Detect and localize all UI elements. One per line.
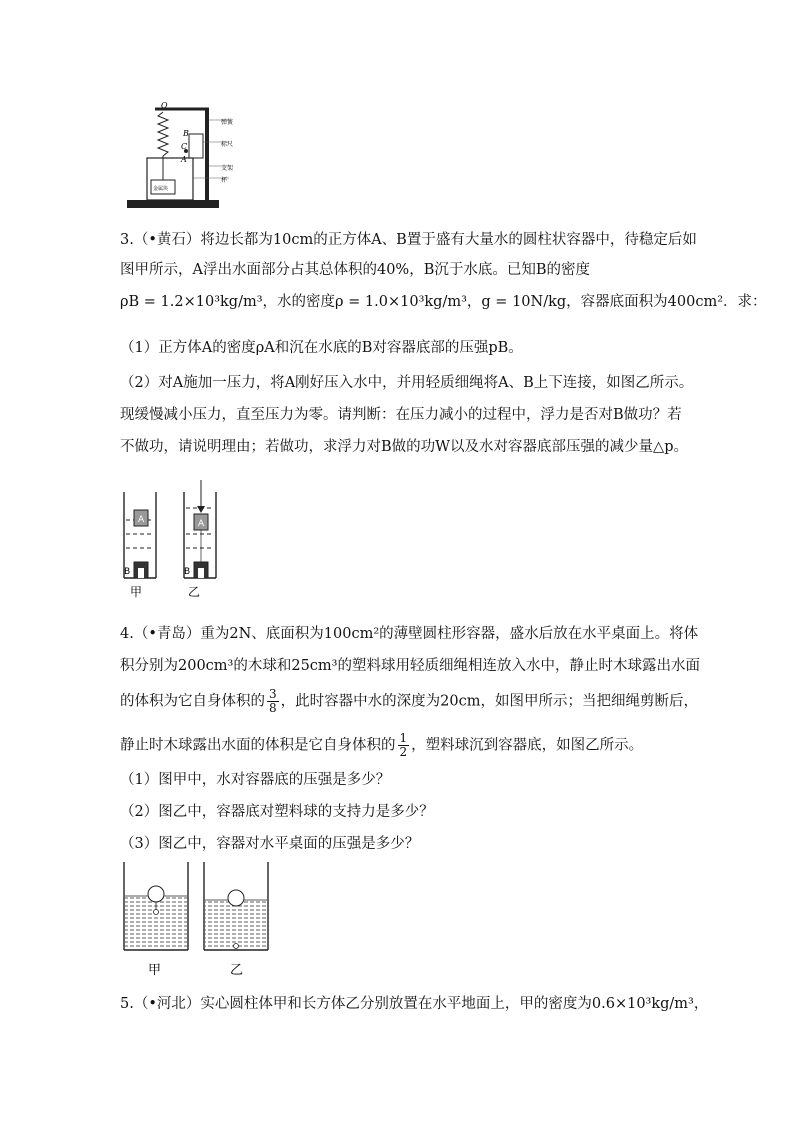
label-o: O — [161, 101, 168, 110]
q3-line-1: 3.（•黄石）将边长都为10cm的正方体A、B置于盛有大量水的圆柱状容器中，待稳定后如 — [120, 232, 697, 248]
ball-container-figure — [118, 860, 278, 982]
q4-line-3 — [120, 687, 698, 715]
q3-line-2: 图甲所示，A浮出水面部分占其总体积的40%，B沉于水底。已知B的密度 — [120, 262, 591, 278]
q4-line-4-pre: 静止时木球露出水面的体积是它自身体积的 — [120, 737, 396, 754]
fig2-caption-yi: 乙 — [188, 585, 201, 599]
label-spring: 弹簧 — [221, 119, 234, 126]
q4-line-1: 4.（•青岛）重为2N、底面积为100cm²的薄壁圆柱形容器，盛水后放在水平桌面上。将体 — [120, 626, 699, 642]
label-ruler: 标尺 — [221, 141, 234, 148]
label-c: C — [181, 142, 188, 151]
q4-line-3-pre: 的体积为它自身体积的 — [120, 693, 265, 710]
spring-apparatus-figure — [125, 100, 245, 212]
label-cup: 杯 — [221, 177, 228, 184]
q4-line-4-post: ，塑料球沉到容器底，如图乙所示。 — [411, 737, 644, 754]
q4-line-2: 积分别为200cm³的木球和25cm³的塑料球用轻质细绳相连放入水中，静止时木球露出水面 — [120, 658, 700, 674]
label-a: A — [181, 155, 187, 164]
label-b: B — [183, 129, 189, 138]
q4-line-4 — [120, 732, 680, 759]
fig3-caption-yi: 乙 — [230, 963, 244, 978]
label-block: 金属块 — [153, 186, 169, 192]
fig3-caption-jia: 甲 — [148, 963, 162, 978]
q3-part-2-line-3: 不做功，请说明理由；若做功，求浮力对B做的功W以及水对容器底部压强的减少量△p。 — [120, 439, 688, 455]
q4-sub-1: （1）图甲中，水对容器底的压强是多少？ — [120, 772, 391, 788]
fraction-one-half: $\frac{1}{2}$ — [399, 731, 408, 759]
fraction-three-eighths: $\frac{3}{8}$ — [269, 687, 277, 715]
q3-part-2-line-1: （2）对A施加一压力，将A刚好压入水中，并用轻质细绳将A、B上下连接，如图乙所示。 — [120, 375, 694, 391]
block-a-left: A — [138, 515, 145, 525]
q4-sub-3: （3）图乙中，容器对水平桌面的压强是多少？ — [120, 836, 420, 852]
q4-sub-2: （2）图乙中，容器底对塑料球的支持力是多少？ — [120, 804, 434, 820]
cube-container-figure — [118, 478, 228, 600]
fig2-caption-jia: 甲 — [130, 585, 143, 599]
block-a-right: A — [198, 519, 205, 529]
q3-part-1: （1）正方体A的密度ρA和沉在水底的B对容器底部的压强pB。 — [120, 340, 523, 356]
block-b-left: B — [124, 567, 131, 577]
q3-line-3: ρB = 1.2×10³kg/m³，水的密度ρ = 1.0×10³kg/m³，g = 10N/kg，容器底面积为400cm²．求： — [120, 294, 767, 310]
q5-line-1: 5.（•河北）实心圆柱体甲和长方体乙分别放置在水平地面上，甲的密度为0.6×10³kg/m³， — [120, 996, 709, 1012]
label-stand: 支架 — [221, 165, 234, 172]
q3-part-2-line-2: 现缓慢减小压力，直至压力为零。请判断：在压力减小的过程中，浮力是否对B做功？若 — [120, 407, 682, 423]
q4-line-3-post: ，此时容器中水的深度为20cm，如图甲所示；当把细绳剪断后， — [280, 693, 698, 710]
block-b-right: B — [184, 567, 191, 577]
